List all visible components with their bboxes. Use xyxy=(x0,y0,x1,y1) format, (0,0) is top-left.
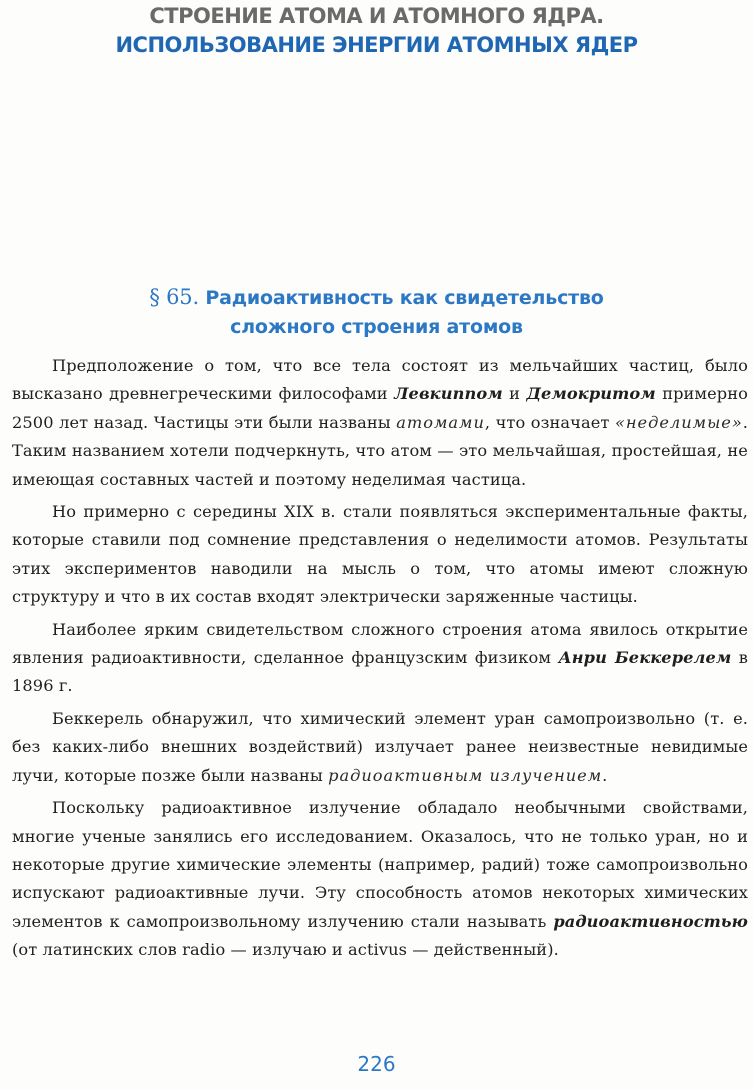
name-leucippus: Левкиппом xyxy=(394,384,503,404)
name-becquerel: Анри Беккерелем xyxy=(558,648,732,668)
body-text xyxy=(12,352,748,969)
section-number: § 65. xyxy=(149,285,199,309)
name-democritus: Демокритом xyxy=(526,384,656,404)
paragraph-3: Наиболее ярким свидетельством сложного строения атома явилось открытие явления радиоактивности, сделанное французским физиком Анри Беккерелем в 1896 г. xyxy=(12,619,748,696)
page-number: 226 xyxy=(357,1052,396,1076)
section-title-line-2: сложного строения атомов xyxy=(230,316,523,338)
section-title-line-1: Радиоактивность как свидетельство xyxy=(205,287,604,309)
section-heading xyxy=(0,283,753,342)
term-indivisible: «неделимые» xyxy=(614,412,743,432)
paragraph-2: Но примерно с середины XIX в. стали появляться экспериментальные факты, которые ставили под сомнение представления о неделимости атомов. Результаты этих экспериментов наводили на мысль о том, что атомы имеют сложную структуру и что в их состав входят электрически заряженные частицы. xyxy=(12,502,748,607)
paragraph-5: Поскольку радиоактивное излучение обладало необычными свойствами, многие ученые занялись его исследованием. Оказалось, что не только уран, но и некоторые другие химические элементы (например, радий) тоже самопроизвольно испускают радиоактивные лучи. Эту способность атомов некоторых химических элементов к самопроизвольному излучению стали называть радиоактивностью (от латинских слов radio — излучаю и activus — действенный). xyxy=(12,798,748,960)
term-atoms: атомами xyxy=(396,412,485,432)
paragraph-1: Предположение о том, что все тела состоят из мельчайших частиц, было высказано древнегреческими философами Левкиппом и Демокритом примерно 2500 лет назад. Частицы эти были названы атомами, что означает «неделимые». Таким названием хотели подчеркнуть, что атом — это мельчайшая, простейшая, не имеющая составных частей и поэтому неделимая частица. xyxy=(12,356,748,489)
paragraph-4: Беккерель обнаружил, что химический элемент уран самопроизвольно (т. е. без каких-либо внешних воздействий) излучает ранее неизвестные невидимые лучи, которые позже были названы радиоактивным излучением. xyxy=(12,708,748,785)
chapter-title-line-2: ИСПОЛЬЗОВАНИЕ ЭНЕРГИИ АТОМНЫХ ЯДЕР xyxy=(115,33,638,57)
term-radioactivity: радиоактивностью xyxy=(553,911,748,931)
chapter-title-line-1: СТРОЕНИЕ АТОМА И АТОМНОГО ЯДРА. xyxy=(149,4,604,28)
term-radioactive-radiation: радиоактивным излучением xyxy=(328,765,603,785)
chapter-header xyxy=(0,2,753,60)
